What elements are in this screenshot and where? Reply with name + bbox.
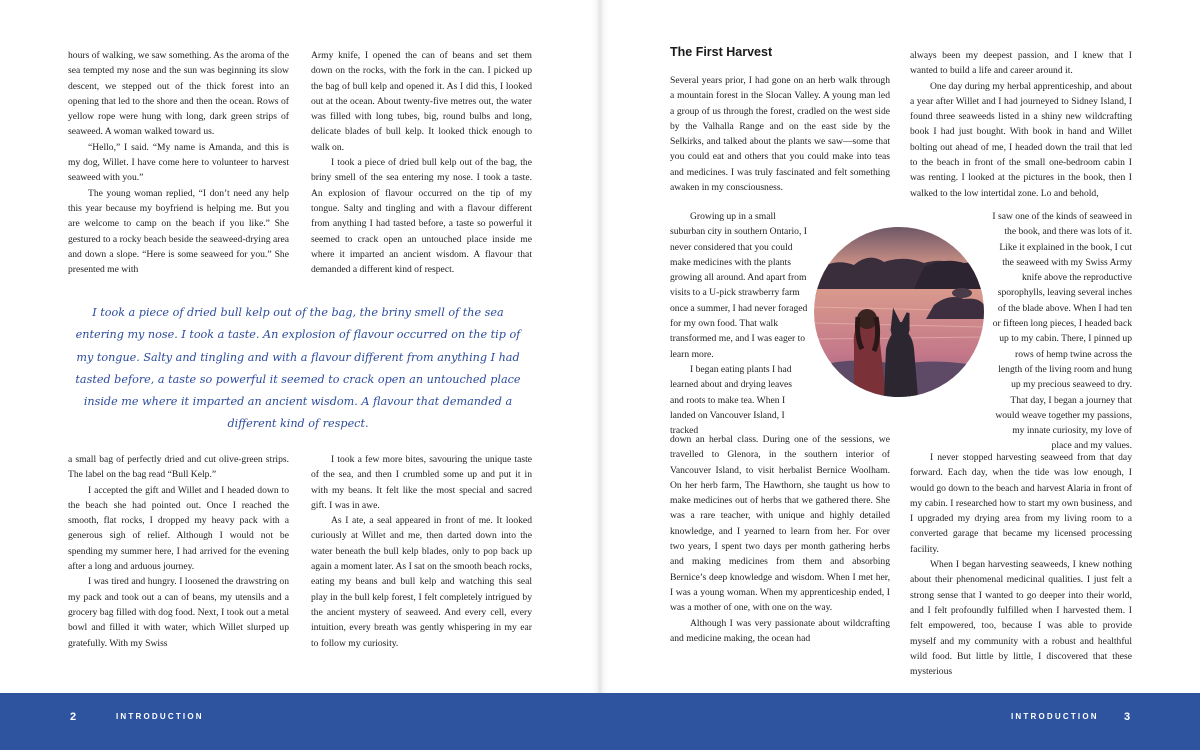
illustration-sunset-beach [814,227,984,397]
right-column-1-wrap [670,209,808,438]
right-column-2-wrap [992,209,1132,454]
paragraph: When I began harvesting seaweeds, I knew nothing about their phenomenal medicinal qualities. I just felt a strong sense that I wanted to go deeper into their world, and I felt profoundly fulfilled when I harvested them. I felt empowered, too, because I was able to provide myself and my community with a robust and healthful wild food. But little by little, I discovered that these mysterious [910,559,1132,678]
paragraph: down an herbal class. During one of the sessions, we travelled to Glenora, in the southern interior of Vancouver Island, to visit herbalist Bernice Woolham. On her herb farm, The Hawthorn, she taught us how to make medicines out of herbs that we gathered there. She was a rare teacher, with unique and highly detailed knowledge, and I yearned to learn from her. For over two years, I spent two days per month gathering herbs and making medicines from them and absorbing Bernice’s deep knowledge and wisdom. When I met her, I was a young woman. When my apprenticeship ended, I was a mother of one, with one on the way. [670,434,890,614]
left-column-4 [311,452,532,651]
paragraph: I took a few more bites, savouring the unique taste of the sea, and then I crumbled some up and put it in with my beans. It felt like the most special and sacred gift. I was in awe. [311,454,532,511]
page-number-right: 3 [1124,711,1131,723]
right-column-2-bottom [910,450,1132,679]
pull-quote-text: I took a piece of dried bull kelp out of the bag, the briny smell of the sea entering my nose. I took a taste. An explosion of flavour occurred on the tip of my tongue. Salty and tingling and with a flavour different from anything I had tasted before, a taste so powerful it seemed to crack open an untouched place inside me where it imparted an ancient wisdom. A flavour that demanded a different kind of respect. [75,306,521,431]
footer-bar [0,693,1200,750]
paragraph: I took a piece of dried bull kelp out of the bag, the briny smell of the sea entering my nose. I took a taste. An explosion of flavour occurred on the tip of my tongue. Salty and tingling and with a flavour different from anything I had tasted before, a taste so powerful it seemed to crack open an untouched place inside me where it imparted an ancient wisdom. A flavour that demanded a different kind of respect. [311,157,532,276]
sunset-beach-image [814,227,984,397]
paragraph: Army knife, I opened the can of beans and set them down on the rocks, with the fork in the can. I picked up the bag of bull kelp and opened it. As I did this, I looked out at the ocean. About twenty-five metres out, the water was filled with long tubes, big, round bulbs and long, delicate blades of bull kelp. It looked thick enough to walk on. [311,50,532,153]
paragraph: hours of walking, we saw something. As the aroma of the sea tempted my nose and the sun was beginning its slow descent, we stepped out of the thick forest into an opening that led to the shore and then the ocean. Rows of yellow rope were hung with long, dark green strips of seaweed. A woman walked toward us. [68,50,289,138]
section-heading: The First Harvest [670,45,773,59]
paragraph: “Hello,” I said. “My name is Amanda, and this is my dog, Willet. I have come here to volunteer to harvest seaweed with you.” [68,141,289,184]
paragraph: One day during my herbal apprenticeship, and about a year after Willet and I had journeyed to Sidney Island, I found three seaweeds listed in a shiny new wildcrafting book I had just bought. With book in hand and Willet bolting out ahead of me, I headed down the trail that led to the beach in front of the small one-bedroom cabin I was renting. I looked at the pictures in the book, then I walked to the low intertidal zone. Lo and behold, [910,80,1132,199]
paragraph: I accepted the gift and Willet and I headed down to the beach she had pointed out. Once I reached the smooth, flat rocks, I dropped my heavy pack with a generous sigh of relief. Although I would not be spending my summer here, I had arrived for the evening after a long and arduous journey. [68,484,289,573]
right-column-2-top [910,48,1132,201]
paragraph: I began eating plants I had learned about and drying leaves and roots to make tea. When I landed on Vancouver Island, I tracked [670,363,793,437]
paragraph: Although I was very passionate about wildcrafting and medicine making, the ocean had [670,617,890,644]
right-page [602,0,1200,693]
pull-quote [72,302,524,436]
paragraph: As I ate, a seal appeared in front of me. It looked curiously at Willet and me, then darted down into the water beneath the bull kelp blades, only to pop back up again a moment later. As I sat on the smooth beach rocks, eating my beans and bull kelp and watching this seal play in the bull kelp forest, I felt completely intrigued by the ancient mystery of seaweed. And every cell, every intuition, every breath was gently whispering in my ear to follow my curiosity. [311,515,532,649]
left-page [0,0,598,693]
running-head-left: INTRODUCTION [116,712,204,721]
right-column-1-bottom [670,432,890,646]
page-number-left: 2 [70,711,77,723]
paragraph: Growing up in a small suburban city in southern Ontario, I never considered that you could make medicines with the plants growing all around. And apart from visits to a U-pick strawberry farm once a summer, I had never foraged for my own food. That walk transformed me, and I was eager to learn more. [670,211,808,360]
paragraph: I was tired and hungry. I loosened the drawstring on my pack and took out a can of beans, my utensils and a grocery bag filled with dog food. Next, I took out a metal bowl and filled it with water, which Willet slurped up gratefully. With my Swiss [68,576,289,649]
right-column-1-top [670,73,890,195]
paragraph: The young woman replied, “I don’t need any help this year because my boyfriend is helping me. But you are welcome to camp on the beach if you like.” She gestured to a rocky beach beside the seaweed-drying area and down a slope. “Here is some seaweed for you.” She presented me with [68,187,289,276]
paragraph: I never stopped harvesting seaweed from that day forward. Each day, when the tide was low enough, I would go down to the beach and harvest Alaria in front of my cabin. I researched how to start my own business, and I upgraded my drying area from my living room to a converted garage that became my licensed processing facility. [910,452,1132,555]
left-column-1 [68,48,289,277]
paragraph: Several years prior, I had gone on an herb walk through a mountain forest in the Slocan Valley. A young man led a group of us through the forest, cradled on the west side by the Valhalla Range and on the east side by the Selkirks, and talked about the plants we saw—some that you could eat and others that you could make into teas and medicines. I was truly fascinated and felt something awaken in my consciousness. [670,75,890,194]
paragraph: I saw one of the kinds of seaweed in the book, and there was lots of it. Like it explained in the book, I cut the seaweed with my Swiss Army knife above the reproductive sporophylls, leaving several inches of the blade above. When I had ten or fifteen long pieces, I headed back up to my cabin. There, I pinned up rows of hemp twine across the length of the living room and hung up my precious seaweed to dry. [992,211,1132,391]
paragraph: always been my deepest passion, and I knew that I wanted to build a life and career around it. [910,50,1132,77]
left-column-3 [68,452,289,651]
left-column-2 [311,48,532,277]
running-head-right: INTRODUCTION [1011,712,1099,721]
paragraph: a small bag of perfectly dried and cut olive-green strips. The label on the bag read “Bull Kelp.” [68,454,289,481]
paragraph: That day, I began a journey that would weave together my passions, my innate curiosity, my love of place and my values. [995,394,1132,452]
